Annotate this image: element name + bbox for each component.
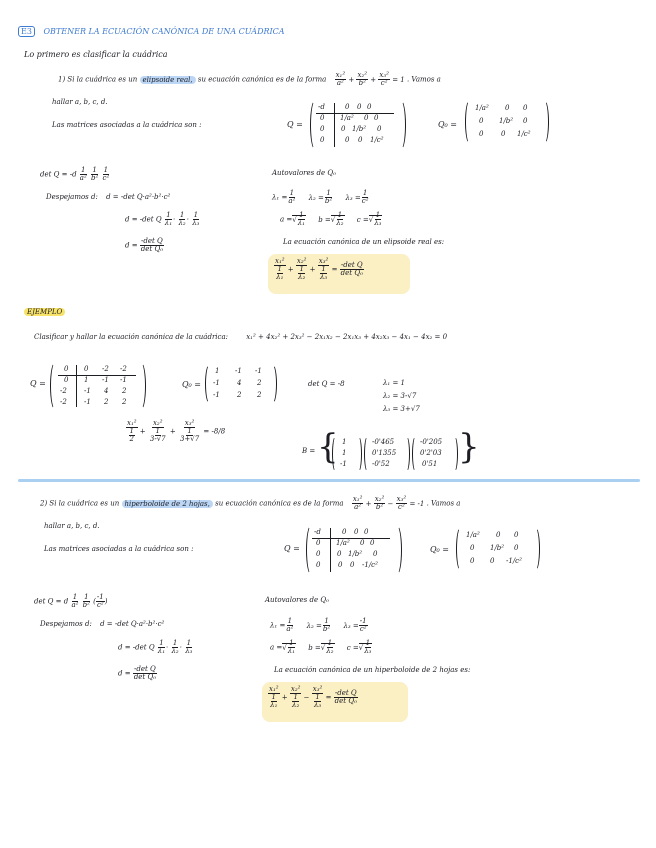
case2-q0-matrix: 1/a² 0 0 0 1/b² 0 0 0 -1/c² (456, 527, 540, 571)
case1-form: $\frac{\text{x₁²}}{\text{a²}}$ + $\frac{\text{x₂²}}{\text{b²}}$ + $\frac{\text{x₃²}}{\text{c²}}$ = 1 (335, 71, 405, 87)
case1-q0-matrix: 1/a² 0 0 0 1/b² 0 0 0 1/c² (465, 100, 549, 144)
case2-lambdas: λ₁ = $\frac{1}{\text{a²}}$ λ₂ = $\frac{1}{\text{b²}}$ λ₃ = $\frac{-1}{\text{c²}}$ (270, 617, 367, 633)
example-title: EJEMPLO (24, 308, 65, 316)
case2-q-matrix: -d 0 0 0 0 1/a² 0 0 0 0 1/b² 0 0 0 0 -1/c² (306, 525, 402, 575)
example-basis-v2: -0'465 0'1355 -0'52 (364, 436, 410, 472)
case2-line2: hallar a, b, c, d. (44, 522, 100, 530)
case1-lambdas: λ₁ = $\frac{1}{\text{a²}}$ λ₂ = $\frac{1}{\text{b²}}$ λ₃ = $\frac{1}{\text{c²}}$ (272, 189, 369, 205)
case1-line1-b: su ecuación canónica es de la forma (197, 75, 327, 84)
case2-conclusion: La ecuación canónica de un hiperboloide de 2 hojas es: (274, 666, 471, 674)
case2-roots: a =√ $\frac{1}{\text{λ₁}}$ b =√ $\frac{1}{\text{λ₂}}$ c =√ $\frac{1}{\text{λ₃}}$ (270, 639, 372, 655)
section-title: OBTENER LA ECUACIÓN CANÓNICA DE UNA CUÁDRICA (43, 27, 285, 36)
case2-d-line3: d = $\frac{\text{-det Q}}{\text{det Q₀}}$ (118, 665, 157, 681)
case2-q-label: Q = (284, 544, 300, 553)
example-basis-v3: -0'205 0'2'03 0'51 (412, 436, 458, 472)
example-basis-v1: 1 1 -1 (332, 436, 362, 472)
case2-det: det Q = d $\frac{1}{\text{a²}}$ $\frac{1}{\text{b²}}$ ( $\frac{-1}{\text{c²}}$ ) (34, 593, 108, 609)
case1-line1-c: . Vamos a (406, 75, 441, 84)
case1-line1-a: 1) Si la cuádrica es un (58, 75, 138, 84)
case2-autovalores: Autovalores de Q₀ (265, 596, 329, 604)
example-basis-brace-open: { (317, 427, 339, 467)
case1-assoc-text: Las matrices asociadas a la cuádrica son : (52, 121, 202, 129)
case1-despejamos: Despejamos d: d = -det Q·a²·b²·c² (46, 193, 171, 201)
example-q-label: Q = (30, 379, 46, 388)
case1-conclusion: La ecuación canónica de un elipsoide real es: (283, 238, 445, 246)
case1-d-line2: d = -det Q $\frac{1}{\text{λ₁}}$ · $\frac{1}{\text{λ₂}}$ · $\frac{1}{\text{λ₃}}$ (125, 211, 200, 227)
example-basis-brace-close: } (458, 427, 480, 467)
case1-d-line3: d = $\frac{\text{-det Q}}{\text{det Q₀}}$ (125, 237, 164, 253)
case1-roots: a =√ $\frac{1}{\text{λ₁}}$ b =√ $\frac{1}{\text{λ₂}}$ c =√ $\frac{1}{\text{λ₃}}$ (280, 211, 382, 227)
case2-form: $\frac{\text{x₁²}}{\text{a²}}$ + $\frac{\text{x₂²}}{\text{b²}}$ − $\frac{\text{x₃²}}{\text{c²}}$ = -1 (352, 495, 425, 511)
section-code: E3 (18, 26, 35, 37)
case2-d-line2: d = -det Q $\frac{1}{\text{λ₁}}$ · $\frac{1}{\text{λ₂}}$ · $\frac{1}{\text{λ₃}}$ (118, 639, 193, 655)
example-canonical-equation: $\frac{\text{x₁²}}{\frac{1}{2}}$ + $\frac{\text{x₂²}}{\frac{1}{3-√7}}$ + $\frac{\text{x₃²}}{\frac{1}{3+√7}}$ = -8/8 (127, 419, 226, 443)
case2-despejamos: Despejamos d: d = -det Q·a²·b²·c² (40, 620, 165, 628)
case2-canonical-equation: $\frac{\text{x₁²}}{\frac{1}{\text{λ₁}}}$ + $\frac{\text{x₂²}}{\frac{1}{\text{λ₂}}}$ − $\frac{\text{x₃²}}{\frac{1}{\text{λ₃}}}$ = $\frac{\text{-det Q}}{\text{det Q₀}}$ (269, 685, 357, 709)
case2-highlight: hiperboloide de 2 hojas, (122, 500, 213, 508)
case1-autovalores: Autovalores de Q₀ (272, 169, 336, 177)
section-divider (18, 479, 640, 482)
case1-q0-label: Q₀ = (438, 120, 458, 129)
case1-q-matrix: -d 0 0 0 0 1/a² 0 0 0 0 1/b² 0 0 0 0 1/c² (310, 100, 406, 150)
case1-q-label: Q = (287, 120, 303, 129)
example-q0-matrix: 1 -1 -1 -1 4 2 -1 2 2 (205, 364, 277, 404)
intro-text: Lo primero es clasificar la cuádrica (24, 50, 168, 59)
case1-canonical-equation: $\frac{\text{x₁²}}{\frac{1}{\text{λ₁}}}$ + $\frac{\text{x₂²}}{\frac{1}{\text{λ₂}}}$ + $\frac{\text{x₃²}}{\frac{1}{\text{λ₃}}}$ = $\frac{\text{-det Q}}{\text{det Q₀}}$ (275, 257, 363, 281)
case1-line1 (58, 72, 441, 87)
example-det: det Q = -8 (308, 380, 345, 388)
case1-highlight: elipsoide real, (140, 76, 196, 84)
example-q-matrix: 0 0 -2 -2 0 1 -1 -1 -2 -1 4 2 -2 -1 2 2 (50, 362, 146, 410)
case2-assoc-text: Las matrices asociadas a la cuádrica son : (44, 545, 194, 553)
example-lambda-1: λ₁ = 1 (383, 379, 406, 387)
section-header (18, 27, 285, 36)
example-lambda-2: λ₂ = 3-√7 (383, 392, 417, 400)
example-basis-label: B = (302, 447, 316, 455)
case2-line1: 2) Si la cuádrica es un hiperboloide de 2 hojas, su ecuación canónica es de la forma $\frac{\text{x₁²}}{\text{a²}}$ + $\frac{\text{x₂²}}{\text{b²}}$ − $\frac{\text{x₃²}}{\text{c²}}$ = -1 . Vamos a (40, 495, 461, 511)
example-lambda-3: λ₃ = 3+√7 (383, 405, 420, 413)
case2-q0-label: Q₀ = (430, 545, 450, 554)
case1-det: det Q = -d $\frac{1}{\text{a²}}$ $\frac{1}{\text{b²}}$ $\frac{1}{\text{c²}}$ (40, 166, 110, 182)
example-q0-label: Q₀ = (182, 380, 202, 389)
case1-line2: hallar a, b, c, d. (52, 98, 108, 106)
example-statement: Clasificar y hallar la ecuación canónica de la cuádrica: x₁² + 4x₂² + 2x₃² − 2x₁x₂ − 2x₁x₃ + 4x₂x₃ − 4x₁ − 4x₂ = 0 (34, 333, 448, 341)
